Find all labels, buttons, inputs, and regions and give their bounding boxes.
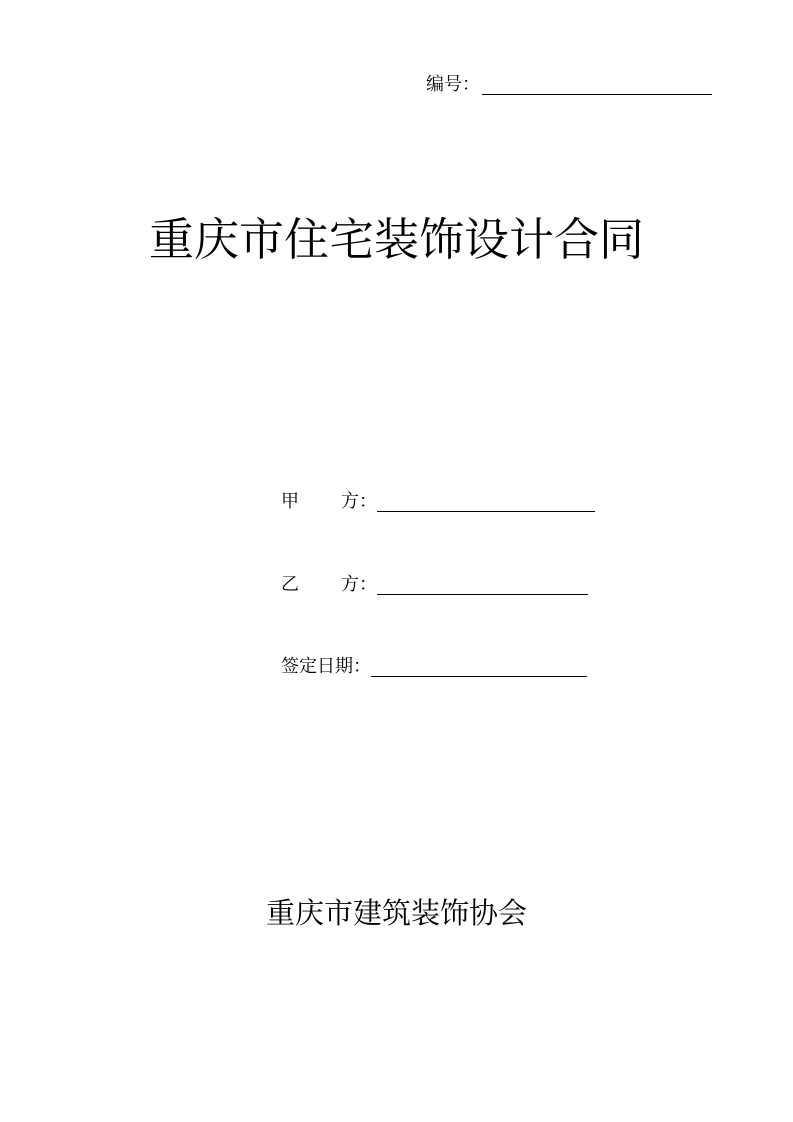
party-b-row bbox=[281, 570, 588, 596]
party-a-row bbox=[281, 487, 595, 513]
party-b-char: 乙 bbox=[281, 574, 299, 595]
sign-date-label: 签定日期： bbox=[281, 656, 371, 677]
party-a-suffix: 方： bbox=[341, 491, 377, 512]
document-title: 重庆市住宅装饰设计合同 bbox=[148, 213, 644, 266]
contract-number-blank[interactable] bbox=[482, 94, 712, 95]
party-a-blank[interactable] bbox=[377, 511, 595, 512]
party-b-blank[interactable] bbox=[377, 594, 588, 595]
sign-date-blank[interactable] bbox=[371, 676, 587, 677]
party-b-label bbox=[281, 574, 377, 596]
party-b-suffix: 方： bbox=[341, 574, 377, 595]
contract-number-row bbox=[426, 72, 712, 96]
party-a-char: 甲 bbox=[281, 491, 299, 512]
party-a-label bbox=[281, 491, 377, 513]
issuing-organization: 重庆市建筑装饰协会 bbox=[265, 896, 527, 930]
sign-date-row bbox=[281, 652, 587, 678]
contract-number-label: 编号： bbox=[426, 74, 480, 95]
